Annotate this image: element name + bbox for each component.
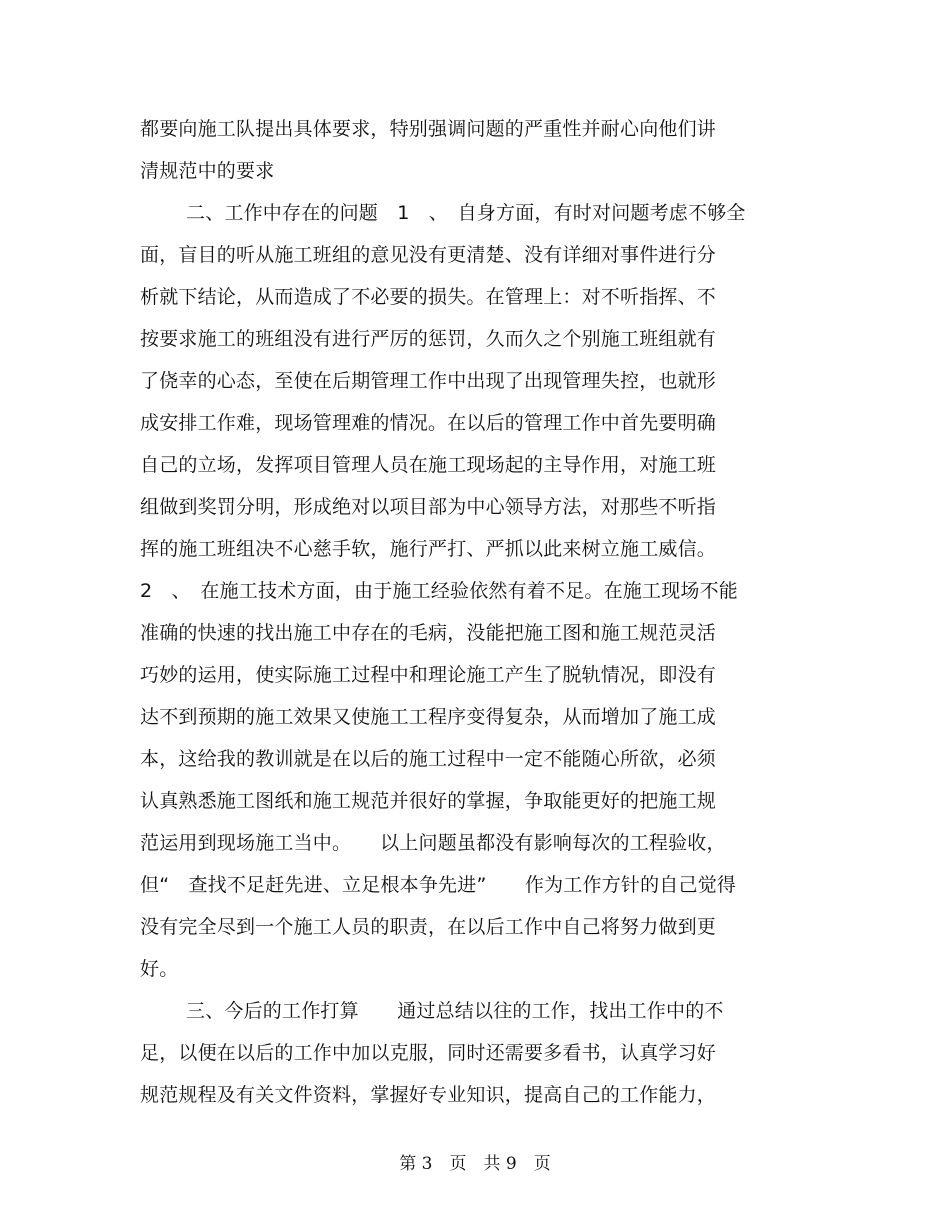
text-line-17: 认真熟悉施工图纸和施工规范并很好的掌握，争取能更好的把施工规 (140, 790, 717, 812)
text-line-13: 准确的快速的找出施工中存在的毛病，没能把施工图和施工规范灵活 (140, 622, 717, 644)
text-line-21: 好。 (140, 958, 179, 980)
text-line-2: 清规范中的要求 (140, 160, 275, 182)
text-line-7: 了侥幸的心态，至使在后期管理工作中出现了出现管理失控，也就形 (140, 370, 717, 392)
text-line-14: 巧妙的运用，使实际施工过程中和理论施工产生了脱轨情况，即没有 (140, 664, 717, 686)
text-line-23: 足，以便在以后的工作中加以克服，同时还需要多看书，认真学习好 (140, 1042, 717, 1064)
text-line-4: 面，盲目的听从施工班组的意见没有更清楚、没有详细对事件进行分 (140, 244, 717, 266)
text-line-9: 自己的立场，发挥项目管理人员在施工现场起的主导作用，对施工班 (140, 454, 717, 476)
text-line-3: 二、工作中存在的问题 1 、 自身方面，有时对问题考虑不够全 (186, 202, 746, 224)
text-line-11: 挥的施工班组决不心慈手软，施行严打、严抓以此来树立施工威信。 (140, 538, 717, 560)
text-line-5: 析就下结论，从而造成了不必要的损失。在管理上：对不听指挥、不 (140, 286, 717, 308)
text-line-20: 没有完全尽到一个施工人员的职责，在以后工作中自己将努力做到更 (140, 916, 717, 938)
page-number-footer: 第 3 页 共 9 页 (399, 1154, 551, 1174)
text-line-15: 达不到预期的施工效果又使施工工程序变得复杂，从而增加了施工成 (140, 706, 717, 728)
text-line-12: 2 、 在施工技术方面，由于施工经验依然有着不足。在施工现场不能 (140, 580, 738, 602)
text-line-1: 都要向施工队提出具体要求，特别强调问题的严重性并耐心向他们讲 (140, 118, 717, 140)
text-line-19: 但“ 查找不足赶先进、立足根本争先进” 作为工作方针的自己觉得 (140, 874, 737, 896)
text-line-16: 本，这给我的教训就是在以后的施工过程中一定不能随心所欲，必须 (140, 748, 717, 770)
text-line-8: 成安排工作难，现场管理难的情况。在以后的管理工作中首先要明确 (140, 412, 717, 434)
text-line-18: 范运用到现场施工当中。 以上问题虽都没有影响每次的工程验收， (140, 832, 726, 854)
text-line-10: 组做到奖罚分明，形成绝对以项目部为中心领导方法，对那些不听指 (140, 496, 717, 518)
text-line-24: 规范规程及有关文件资料，掌握好专业知识，提高自己的工作能力， (140, 1084, 717, 1106)
text-line-22: 三、今后的工作打算 通过总结以往的工作，找出工作中的不 (186, 1000, 724, 1022)
text-line-6: 按要求施工的班组没有进行严厉的惩罚，久而久之个别施工班组就有 (140, 328, 717, 350)
